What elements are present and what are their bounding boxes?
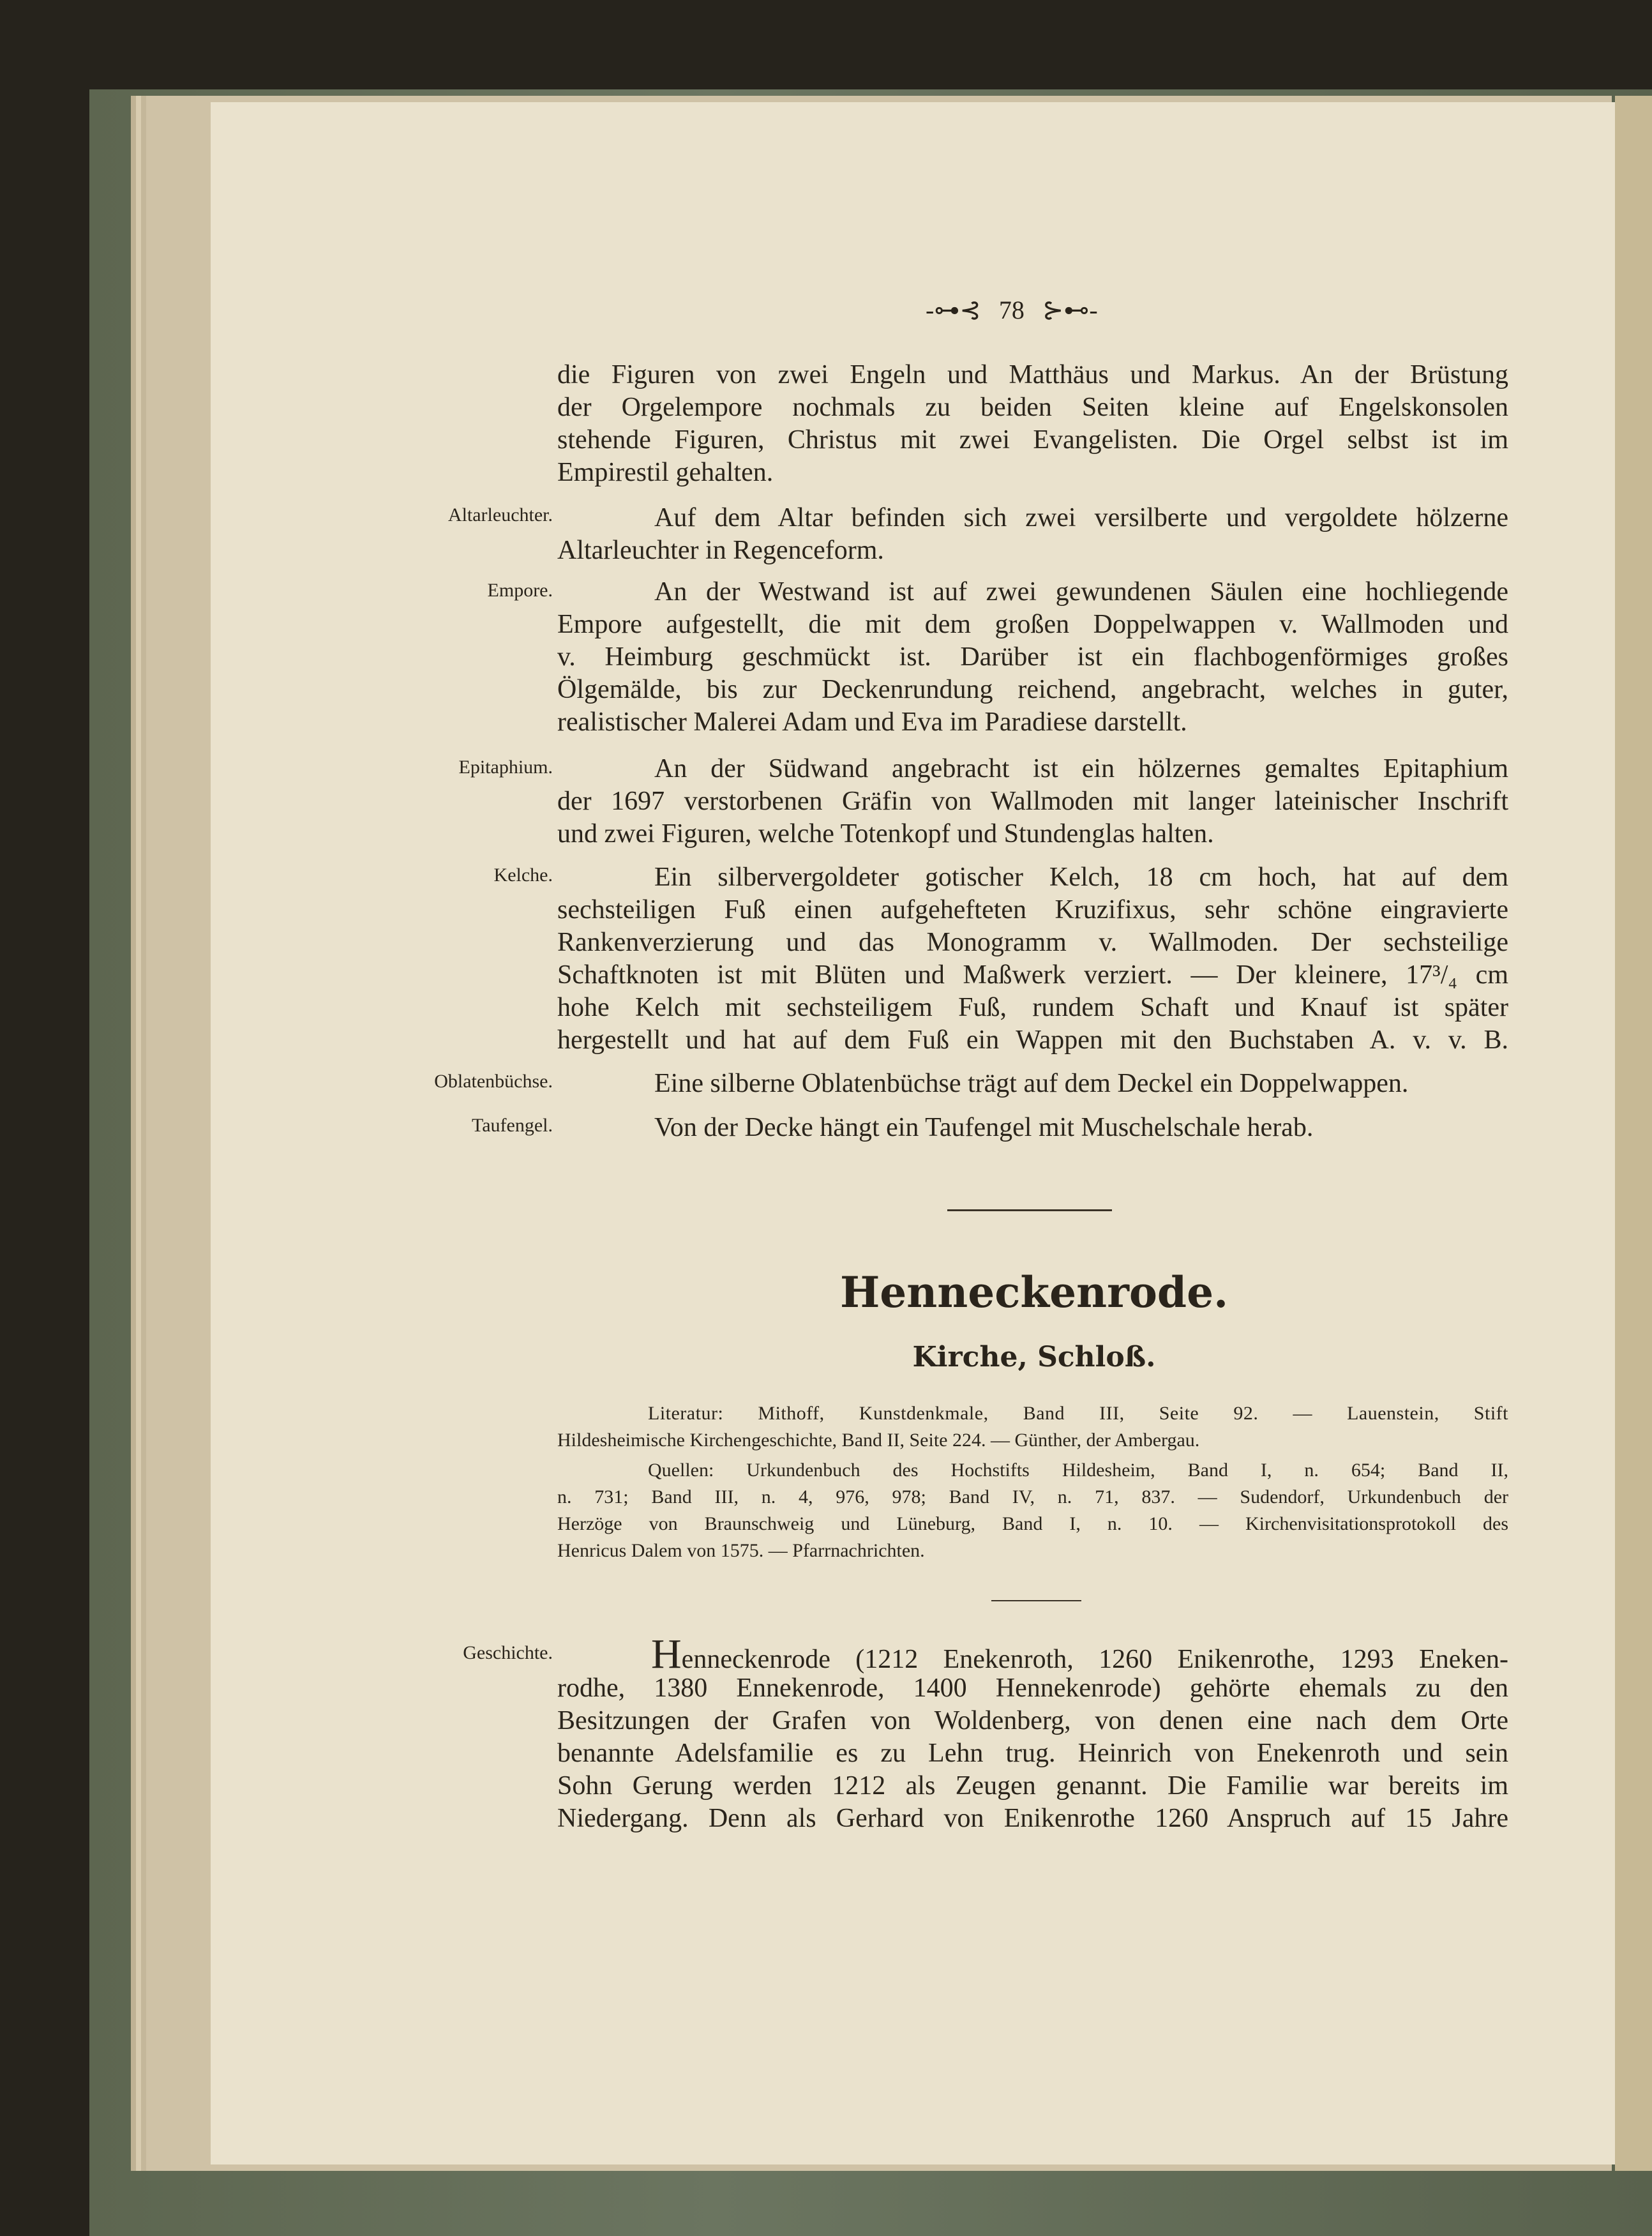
literature-line: Hildesheimische Kirchengeschichte, Band II, Seite 224. — Günther, der Ambergau. [557, 1430, 1200, 1451]
body-line: An der Westwand ist auf zwei gewundenen Säulen eine hochliegende [654, 577, 1508, 607]
body-line: realistischer Malerei Adam und Eva im Paradiese darstellt. [557, 707, 1187, 737]
margin-label: Kelche. [493, 865, 553, 886]
body-line: Altarleuchter in Regenceform. [557, 536, 884, 565]
body-line: der Orgelempore nochmals zu beiden Seiten kleine auf Engelskonsolen [557, 393, 1508, 422]
margin-label: Epitaphium. [458, 757, 553, 778]
margin-label: Oblatenbüchse. [434, 1071, 553, 1092]
body-line: v. Heimburg geschmückt ist. Darüber ist ein flachbogenförmiges großes [557, 642, 1508, 672]
body-line: Niedergang. Denn als Gerhard von Enikenrothe 1260 Anspruch auf 15 Jahre [557, 1804, 1508, 1833]
margin-label: Altarleuchter. [447, 504, 553, 525]
body-line: Rankenverzierung und das Monogramm v. Wallmoden. Der sechsteilige [557, 928, 1508, 957]
sources-line: n. 731; Band III, n. 4, 976, 978; Band IV, n. 71, 837. — Sudendorf, Urkundenbuch der [557, 1486, 1508, 1507]
body-line: hergestellt und hat auf dem Fuß ein Wappen mit den Buchstaben A. v. v. B. [557, 1025, 1508, 1055]
body-line: Sohn Gerung werden 1212 als Zeugen genannt. Die Familie war bereits im [557, 1771, 1508, 1801]
body-line: Ein silbervergoldeter gotischer Kelch, 18 cm hoch, hat auf dem [654, 863, 1508, 892]
body-line: und zwei Figuren, welche Totenkopf und Stundenglas halten. [557, 819, 1214, 849]
body-line: Besitzungen der Grafen von Woldenberg, von denen eine nach dem Orte [557, 1706, 1508, 1735]
body-line: der 1697 verstorbenen Gräfin von Wallmoden mit langer lateinischer Inschrift [557, 787, 1508, 816]
facing-page-edge [1615, 96, 1652, 2171]
page-number: 78 [998, 296, 1025, 324]
margin-label: Taufengel. [471, 1115, 553, 1136]
body-line: Ölgemälde, bis zur Deckenrundung reichend, angebracht, welches in guter, [557, 675, 1508, 704]
place-heading: Henneckenrode. [839, 1267, 1229, 1317]
first-line-text: enneckenrode (1212 Enekenroth, 1260 Enikenrothe, 1293 Eneken- [681, 1645, 1508, 1674]
body-line: sechsteiligen Fuß einen aufgehefteten Kruzifixus, sehr schöne eingravierte [557, 895, 1508, 925]
body-line: rodhe, 1380 Ennekenrode, 1400 Hennekenrode) gehörte ehemals zu den [557, 1673, 1508, 1703]
sources-line: Henricus Dalem von 1575. — Pfarrnachrichten. [557, 1540, 925, 1561]
body-line: Von der Decke hängt ein Taufengel mit Muschelschale herab. [654, 1113, 1314, 1142]
place-subheading: Kirche, Schloß. [912, 1341, 1156, 1373]
body-line [651, 1633, 1508, 1675]
body-line: Empore aufgestellt, die mit dem großen Doppelwappen v. Wallmoden und [557, 610, 1508, 639]
body-line: stehende Figuren, Christus mit zwei Evangelisten. Die Orgel selbst ist im [557, 425, 1508, 455]
sources-line: Herzöge von Braunschweig und Lüneburg, Band I, n. 10. — Kirchenvisitationsprotokoll des [557, 1513, 1508, 1534]
section-divider-small [991, 1600, 1081, 1601]
margin-label: Geschichte. [463, 1642, 553, 1663]
body-line: die Figuren von zwei Engeln und Matthäus und Markus. An der Brüstung [557, 360, 1508, 389]
page-header [926, 295, 1098, 325]
body-line: Eine silberne Oblatenbüchse trägt auf dem Deckel ein Doppelwappen. [654, 1069, 1409, 1098]
literature-line: Literatur: Mithoff, Kunstdenkmale, Band III, Seite 92. — Lauenstein, Stift [648, 1403, 1508, 1424]
header-ornament-left: -⊶⊰ [926, 296, 981, 324]
drop-initial: H [651, 1631, 682, 1677]
sources-line: Quellen: Urkundenbuch des Hochstifts Hildesheim, Band I, n. 654; Band II, [648, 1460, 1508, 1481]
body-line: benannte Adelsfamilie es zu Lehn trug. Heinrich von Enekenroth und sein [557, 1739, 1508, 1768]
body-line: An der Südwand angebracht ist ein hölzernes gemaltes Epitaphium [654, 754, 1508, 783]
margin-label: Empore. [487, 580, 553, 601]
section-divider [947, 1209, 1112, 1211]
body-line: Empirestil gehalten. [557, 458, 774, 487]
body-line: Auf dem Altar befinden sich zwei versilberte und vergoldete hölzerne [654, 503, 1508, 533]
header-ornament-right: ⊱⊷- [1042, 296, 1098, 324]
body-line: hohe Kelch mit sechsteiligem Fuß, rundem Schaft und Knauf ist später [557, 993, 1508, 1022]
body-line: Schaftknoten ist mit Blüten und Maßwerk verziert. — Der kleinere, 17³/₄ cm [557, 960, 1508, 990]
